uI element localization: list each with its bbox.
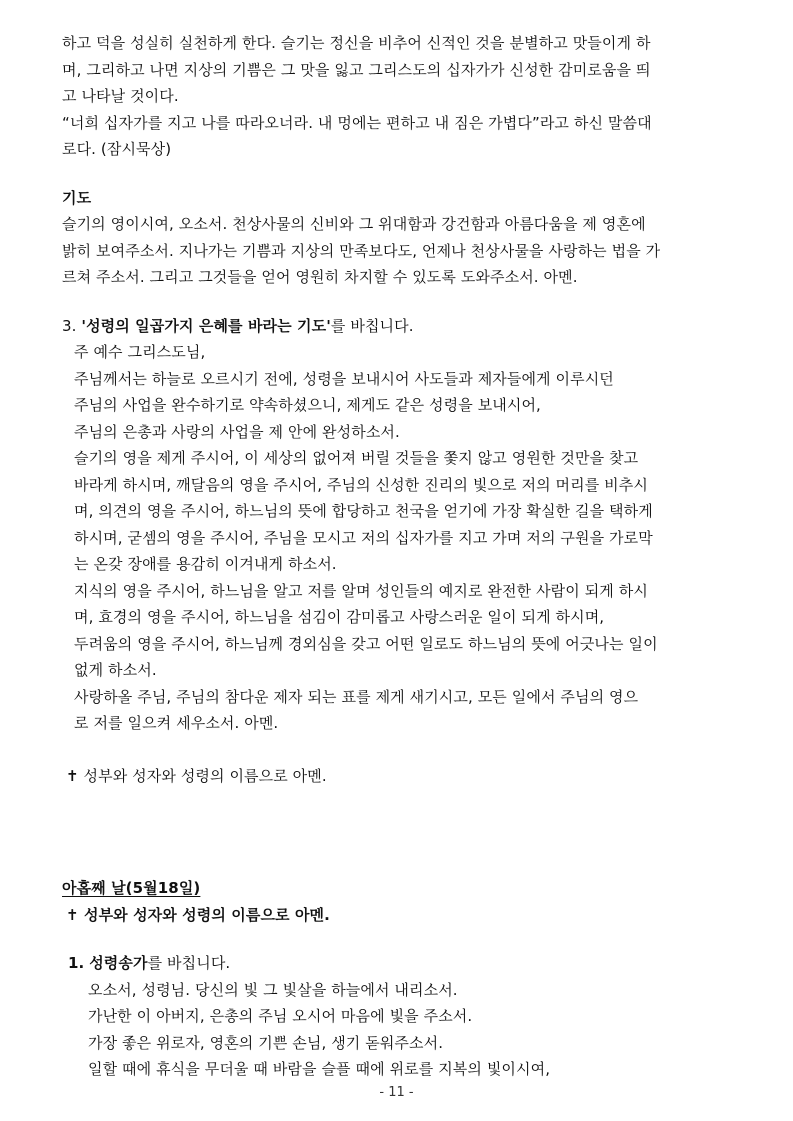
text-line: 오소서, 성령님. 당신의 빛 그 빛살을 하늘에서 내리소서.	[88, 980, 458, 999]
text-line: “너희 십자가를 지고 나를 따라오너라. 내 멍에는 편하고 내 짐은 가볍다”라고 하신 말씀대	[62, 113, 652, 132]
text-line: 바라게 하시며, 깨달음의 영을 주시어, 주님의 신성한 진리의 빛으로 저의 머리를 비추시	[74, 475, 648, 494]
section-number: 3.	[62, 316, 77, 335]
prayer-section	[62, 185, 734, 291]
section-3	[62, 313, 734, 737]
text-line: 사랑하올 주님, 주님의 참다운 제자 되는 표를 제게 새기시고, 모든 일에서 주님의 영으	[74, 687, 639, 706]
text-line: 하시며, 굳셈의 영을 주시어, 주님을 모시고 저의 십자가를 지고 가며 저의 구원을 가로막	[74, 528, 653, 547]
intro-paragraph	[62, 30, 734, 163]
text-line: 로 저를 일으켜 세우소서. 아멘.	[74, 714, 279, 732]
text-line: 주님의 사업을 완수하기로 약속하셨으니, 제게도 같은 성령을 보내시어,	[74, 396, 541, 414]
text-line: 밝히 보여주소서. 지나가는 기쁨과 지상의 만족보다도, 언제나 천상사물을 사랑하는 법을 가	[62, 241, 661, 260]
item-suffix: 를 바칩니다.	[147, 954, 231, 972]
text-line: 주님께서는 하늘로 오르시기 전에, 성령을 보내시어 사도들과 제자들에게 이루시던	[74, 369, 614, 388]
section-suffix: 를 바칩니다.	[330, 316, 414, 335]
item-number: 1.	[68, 954, 85, 972]
page-number: - 11 -	[379, 1085, 414, 1100]
text-line: 는 온갖 장애를 용감히 이겨내게 하소서.	[74, 555, 337, 573]
text-line: 하고 덕을 성실히 실천하게 한다. 슬기는 정신을 비추어 신적인 것을 분별하고 맛들이게 하	[62, 34, 651, 52]
day9-opening-sign: ✝ 성부와 성자와 성령의 이름으로 아멘.	[66, 905, 330, 924]
section-title: '성령의 일곱가지 은혜를 바라는 기도'	[81, 316, 331, 335]
day9-heading: 아홉째 날(5월18일)	[62, 879, 201, 897]
prayer-heading: 기도	[62, 188, 92, 207]
text-line: 슬기의 영이시여, 오소서. 천상사물의 신비와 그 위대함과 강건함과 아름다움을 제 영혼에	[62, 215, 646, 233]
text-line: 르쳐 주소서. 그리고 그것들을 얻어 영원히 차지할 수 있도록 도와주소서. 아멘.	[62, 268, 578, 286]
text-line: 며, 효경의 영을 주시어, 하느님을 섬김이 감미롭고 사랑스러운 일이 되게 하시며,	[74, 608, 605, 626]
text-line: 고 나타날 것이다.	[62, 87, 179, 105]
text-line: 로다. (잠시묵상)	[62, 140, 172, 158]
text-line: 일할 때에 휴식을 무더울 때 바람을 슬플 때에 위로를 지복의 빛이시여,	[88, 1060, 551, 1078]
item-title: 성령송가	[89, 954, 148, 972]
text-line: 두려움의 영을 주시어, 하느님께 경외심을 갖고 어떤 일로도 하느님의 뜻에 어긋나는 일이	[74, 634, 658, 653]
section-3-heading	[62, 313, 734, 340]
text-line: 없게 하소서.	[74, 661, 157, 679]
text-line: 가장 좋은 위로자, 영혼의 기쁜 손님, 생기 돋워주소서.	[88, 1033, 444, 1052]
text-line: 며, 의견의 영을 주시어, 하느님의 뜻에 합당하고 천국을 얻기에 가장 확실한 길을 택하게	[74, 502, 653, 520]
document-page	[62, 30, 734, 1083]
text-line: 며, 그리하고 나면 지상의 기쁨은 그 맛을 잃고 그리스도의 십자가가 신성한 감미로움을 띄	[62, 60, 651, 79]
text-line: 가난한 이 아버지, 은총의 주님 오시어 마음에 빛을 주소서.	[88, 1007, 473, 1025]
text-line: 지식의 영을 주시어, 하느님을 알고 저를 알며 성인들의 예지로 완전한 사람이 되게 하시	[74, 581, 648, 600]
text-line: 주 예수 그리스도님,	[74, 343, 206, 361]
day9-item-1-heading	[62, 950, 734, 977]
text-line: 주님의 은총과 사랑의 사업을 제 안에 완성하소서.	[74, 422, 400, 441]
day9-section	[62, 875, 734, 1083]
text-line: 슬기의 영을 제게 주시어, 이 세상의 없어져 버릴 것들을 쫓지 않고 영원한 것만을 찾고	[74, 449, 639, 467]
closing-sign: ✝ 성부와 성자와 성령의 이름으로 아멘.	[66, 766, 327, 785]
